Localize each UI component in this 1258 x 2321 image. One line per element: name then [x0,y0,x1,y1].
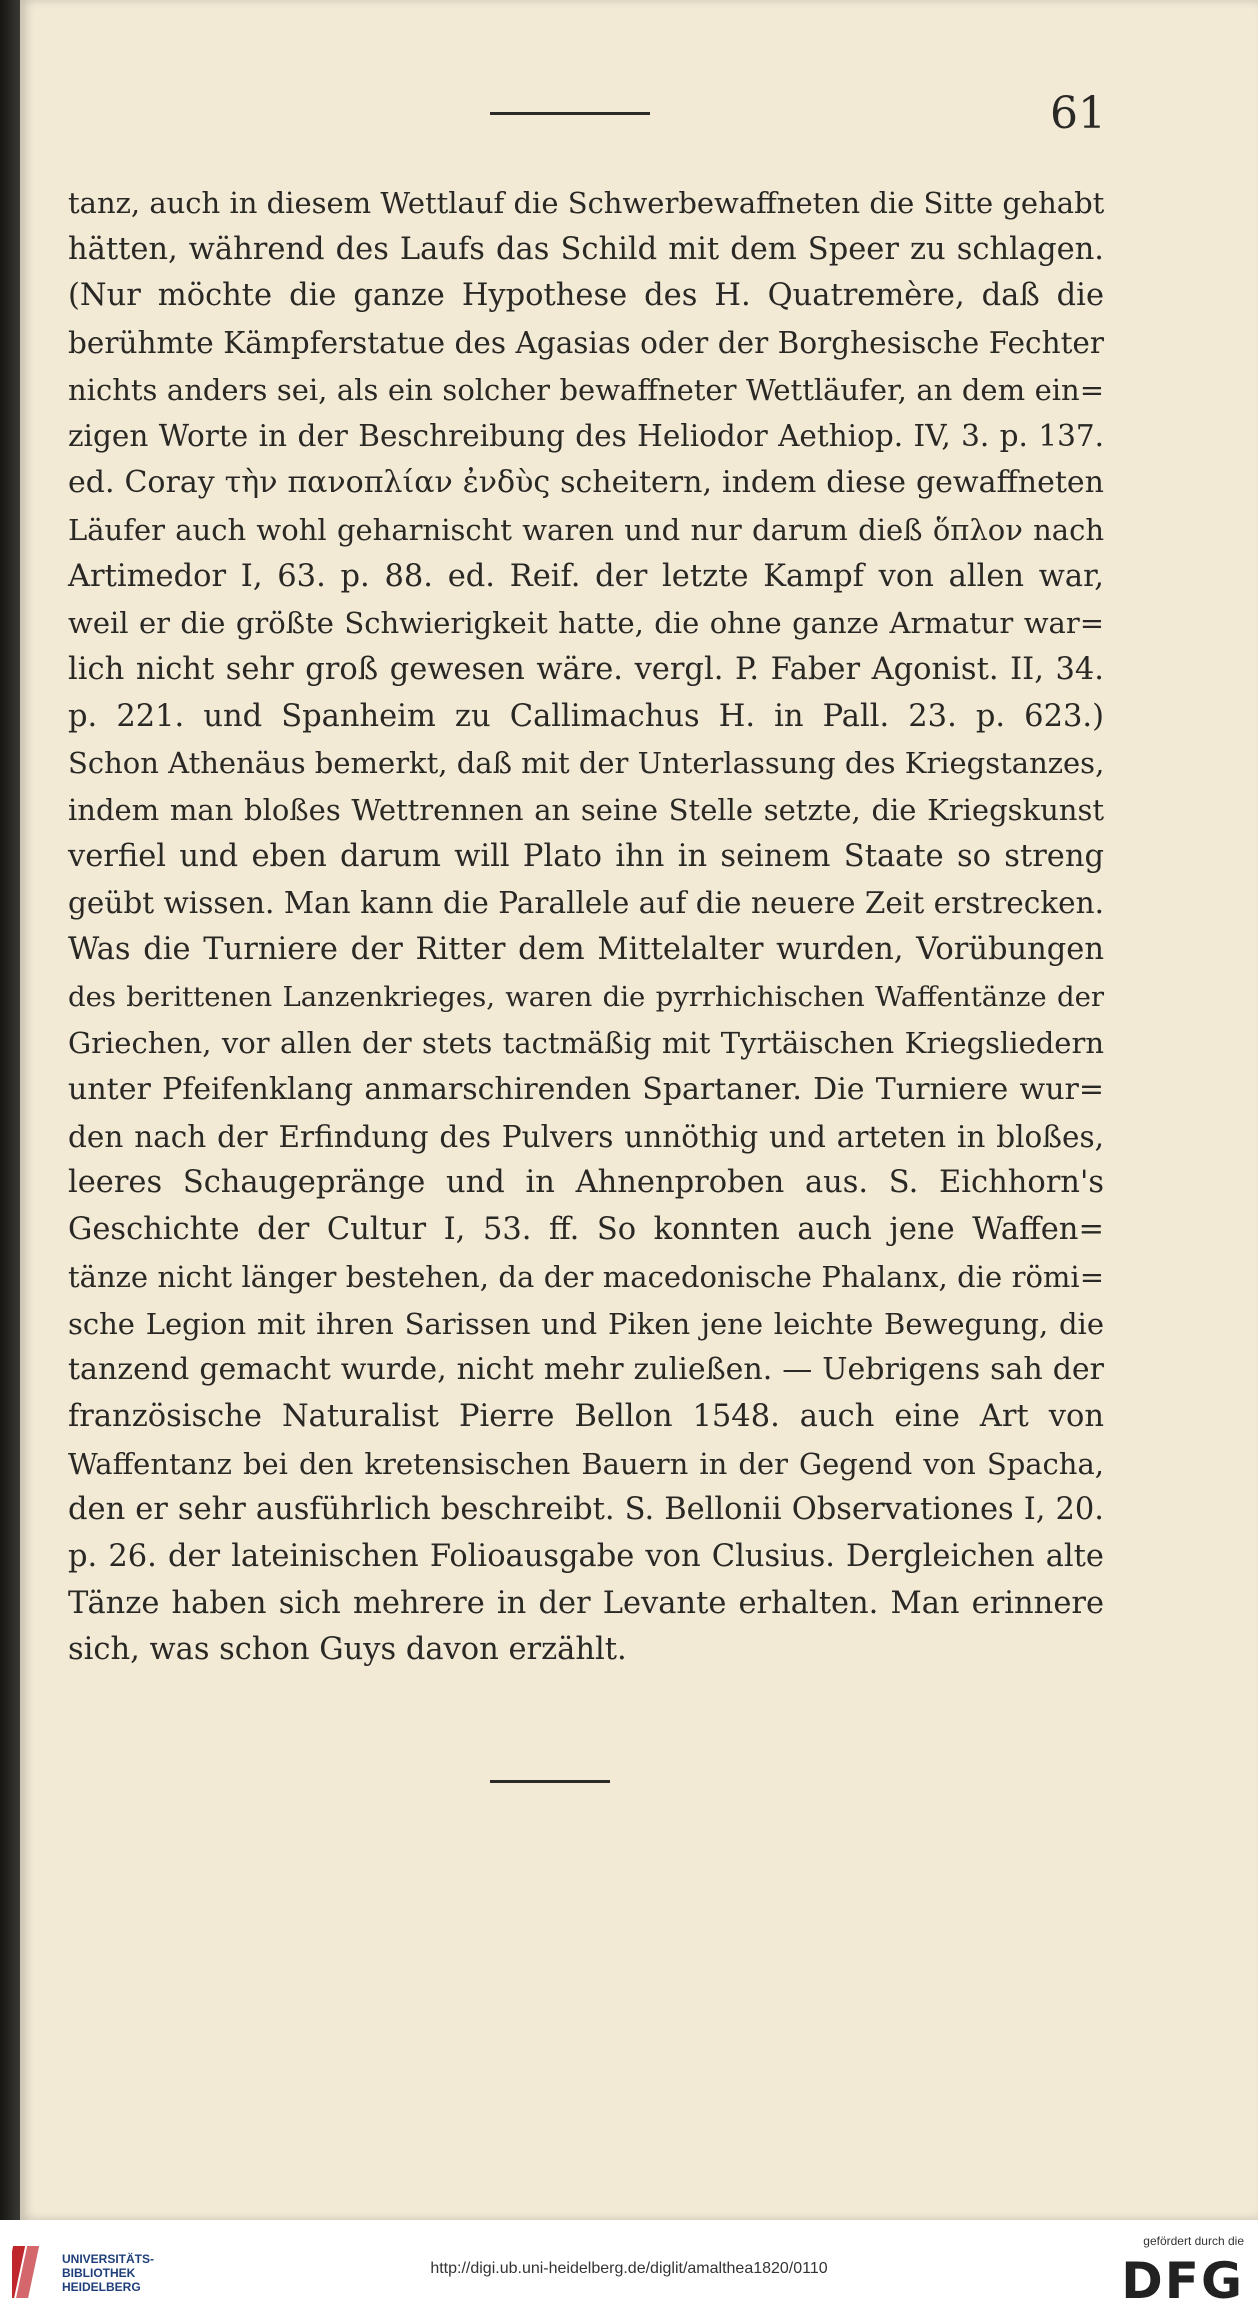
text-line: Läufer auch wohl geharnischt waren und nur darum dieß ὅπλον nach [68,512,1104,547]
text-line: tanzend gemacht wurde, nicht mehr zuließen. — Uebrigens sah der [68,1352,1104,1388]
text-line: (Nur möchte die ganze Hypothese des H. Quatremère, daß die [68,278,1104,314]
text-line: Waffentanz bei den kretensischen Bauern in der Gegend von Spacha, [68,1446,1104,1481]
text-line: hätten, während des Laufs das Schild mit dem Speer zu schlagen. [68,231,1104,267]
library-name-line: UNIVERSITÄTS- [62,2252,155,2266]
text-line: berühmte Kämpferstatue des Agasias oder der Borghesische Fechter [68,326,1104,361]
text-line: tanz, auch in diesem Wettlauf die Schwerbewaffneten die Sitte gehabt [68,186,1105,220]
text-line: sche Legion mit ihren Sarissen und Piken jene leichte Bewegung, die [68,1306,1104,1341]
funding-note: gefördert durch die [1143,2234,1244,2248]
page-number: 61 [1050,88,1106,139]
text-line: Artimedor I, 63. p. 88. ed. Reif. der letzte Kampf von allen war, [68,558,1104,594]
digitization-footer [0,2220,1258,2321]
text-line: p. 26. der lateinischen Folioausgabe von Clusius. Dergleichen alte [68,1538,1104,1574]
dfg-logo: DFG [1121,2252,1244,2310]
text-line: verfiel und eben darum will Plato ihn in seinem Staate so streng [68,838,1104,874]
book-page [20,0,1258,2220]
text-line: zigen Worte in der Beschreibung des Heliodor Aethiop. IV, 3. p. 137. [68,419,1104,454]
header-rule [490,112,650,115]
book-spine-shadow [0,0,20,2220]
text-line: französische Naturalist Pierre Bellon 1548. auch eine Art von [68,1398,1104,1434]
text-line: Schon Athenäus bemerkt, daß mit der Unterlassung des Kriegstanzes, [68,746,1105,781]
end-rule [490,1780,610,1783]
text-line: Was die Turniere der Ritter dem Mittelalter wurden, Vorübungen [68,932,1104,967]
text-line: nichts anders sei, als ein solcher bewaffneter Wettläufer, an dem ein= [68,372,1104,407]
text-line: Griechen, vor allen der stets tactmäßig mit Tyrtäischen Kriegsliedern [68,1026,1104,1061]
text-line: ed. Coray τὴν πανοπλίαν ἐνδὺς scheitern, indem diese gewaffneten [68,465,1104,501]
text-line: sich, was schon Guys davon erzählt. [68,1632,627,1668]
text-line: unter Pfeifenklang anmarschirenden Spartaner. Die Turniere wur= [68,1072,1104,1108]
page-body-text [68,180,1104,1674]
library-name-line: BIBLIOTHEK [62,2266,136,2280]
text-line: geübt wissen. Man kann die Parallele auf die neuere Zeit erstrecken. [68,886,1104,921]
text-line: des berittenen Lanzenkrieges, waren die pyrrhichischen Waffentänze der [68,980,1104,1013]
text-line: Tänze haben sich mehrere in der Levante erhalten. Man erinnere [68,1585,1104,1621]
text-line: den er sehr ausführlich beschreibt. S. Bellonii Observationes I, 20. [68,1492,1104,1528]
text-line: indem man bloßes Wettrennen an seine Stelle setzte, die Kriegskunst [68,792,1104,827]
text-line: lich nicht sehr groß gewesen wäre. vergl. P. Faber Agonist. II, 34. [68,651,1104,687]
text-line: Geschichte der Cultur I, 53. ff. So konnten auch jene Waffen= [68,1212,1104,1248]
text-line: den nach der Erfindung des Pulvers unnöthig und arteten in bloßes, [68,1119,1104,1154]
text-line: tänze nicht länger bestehen, da der macedonische Phalanx, die römi= [68,1259,1104,1294]
permalink-url[interactable]: http://digi.ub.uni-heidelberg.de/diglit/amalthea1820/0110 [430,2260,828,2277]
text-line: weil er die größte Schwierigkeit hatte, die ohne ganze Armatur war= [68,606,1104,641]
text-line: leeres Schaugepränge und in Ahnenproben aus. S. Eichhorn's [68,1165,1104,1201]
text-line: p. 221. und Spanheim zu Callimachus H. in Pall. 23. p. 623.) [68,698,1104,734]
library-name-line: HEIDELBERG [62,2280,141,2294]
